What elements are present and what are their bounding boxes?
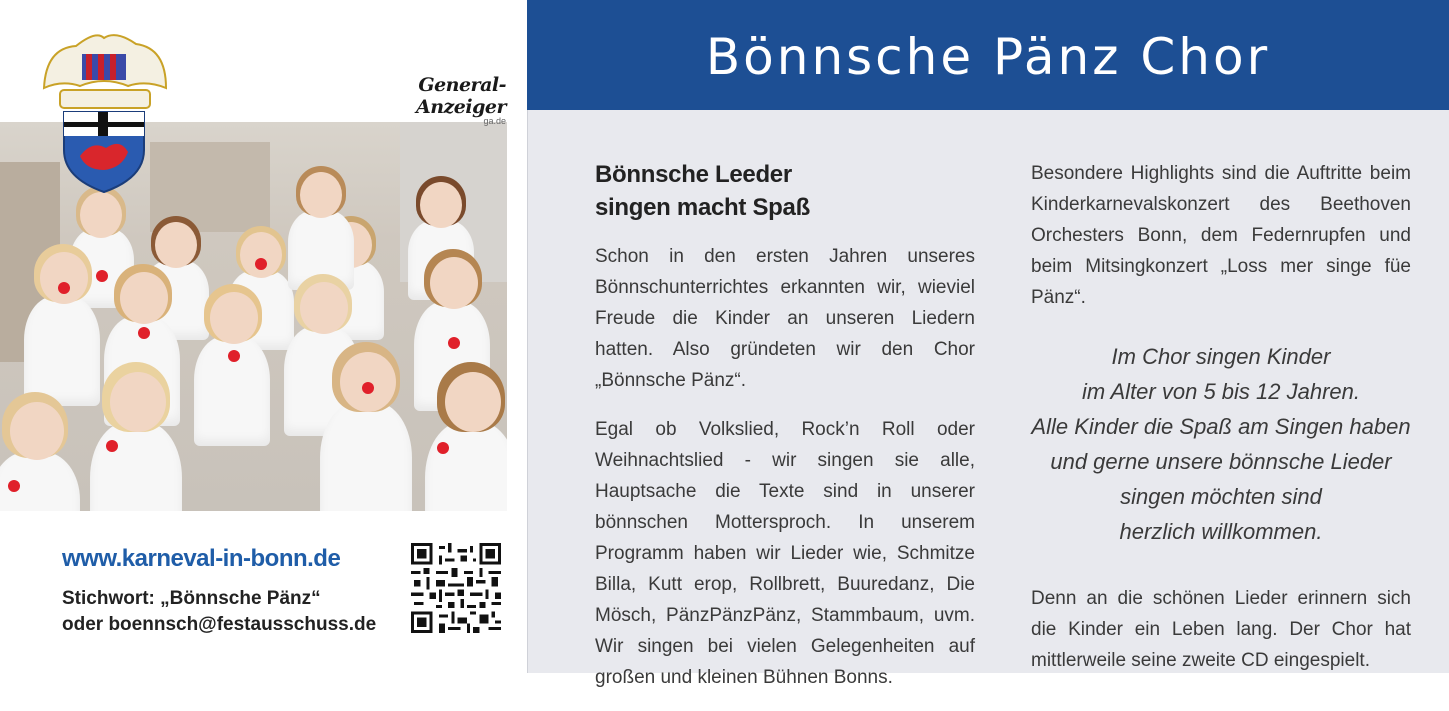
invitation-block: [1031, 339, 1411, 549]
ga-logo-url: ga.de: [483, 116, 506, 126]
invitation-line: Alle Kinder die Spaß am Singen haben: [1031, 414, 1411, 439]
article-column-right: [1031, 158, 1411, 694]
ga-logo-name: General-Anzeiger: [415, 74, 506, 118]
page-title: Bönnsche Pänz Chor: [705, 28, 1271, 86]
invitation-line: und gerne unsere bönnsche Lieder: [1050, 449, 1392, 474]
title-banner: [527, 0, 1449, 110]
invitation-line: herzlich willkommen.: [1119, 519, 1323, 544]
email-line[interactable]: oder boennsch@festausschuss.de: [62, 614, 377, 635]
article-heading: [595, 158, 975, 224]
general-anzeiger-logo: [350, 74, 506, 126]
website-link[interactable]: www.karneval-in-bonn.de: [62, 545, 341, 572]
paragraph-closing: Denn an die schönen Lieder erinnern sich die Kinder ein Leben lang. Der Chor hat mittlerweile seine zweite CD eingespielt.: [1031, 588, 1411, 671]
stichwort-text: [62, 586, 376, 638]
paragraph-intro: Schon in den ersten Jahren unseres Bönnschunterrichtes erkannten wir, wieviel Freude die Kinder an unseren Liedern hatten. Also gründeten wir den Chor „Bönnsche Pänz“.: [595, 246, 975, 391]
invitation-line: singen möchten sind: [1120, 484, 1322, 509]
invitation-line: im Alter von 5 bis 12 Jahren.: [1082, 379, 1360, 404]
stichwort-line: Stichwort: „Bönnsche Pänz“: [62, 588, 321, 609]
heading-line: singen macht Spaß: [595, 194, 810, 221]
article-column-left: [595, 158, 975, 711]
paragraph-program: Egal ob Volkslied, Rock’n Roll oder Weihnachtslied - wir singen sie alle, Hauptsache die Texte sind in unserer bönnschen Mottersproch. In unserem Programm haben wir Lieder wie, Schmitze Billa, Kutt erop, Rollbrett, Buuredanz, Die Mösch, PänzPänzPänz, Stammbaum, uvm. Wir singen bei vielen Gelegenheiten auf großen und kleinen Bühnen Bonns.: [595, 419, 975, 688]
carnival-crest-logo: [36, 28, 172, 196]
qr-code[interactable]: [411, 543, 501, 633]
paragraph-highlights: Besondere Highlights sind die Auftritte beim Kinderkarnevalskonzert des Beethoven Orchesters Bonn, dem Federnrupfen und beim Mitsingkonzert „Loss mer singe füe Pänz“.: [1031, 163, 1411, 308]
heading-line: Bönnsche Leeder: [595, 161, 792, 188]
invitation-line: Im Chor singen Kinder: [1111, 344, 1331, 369]
